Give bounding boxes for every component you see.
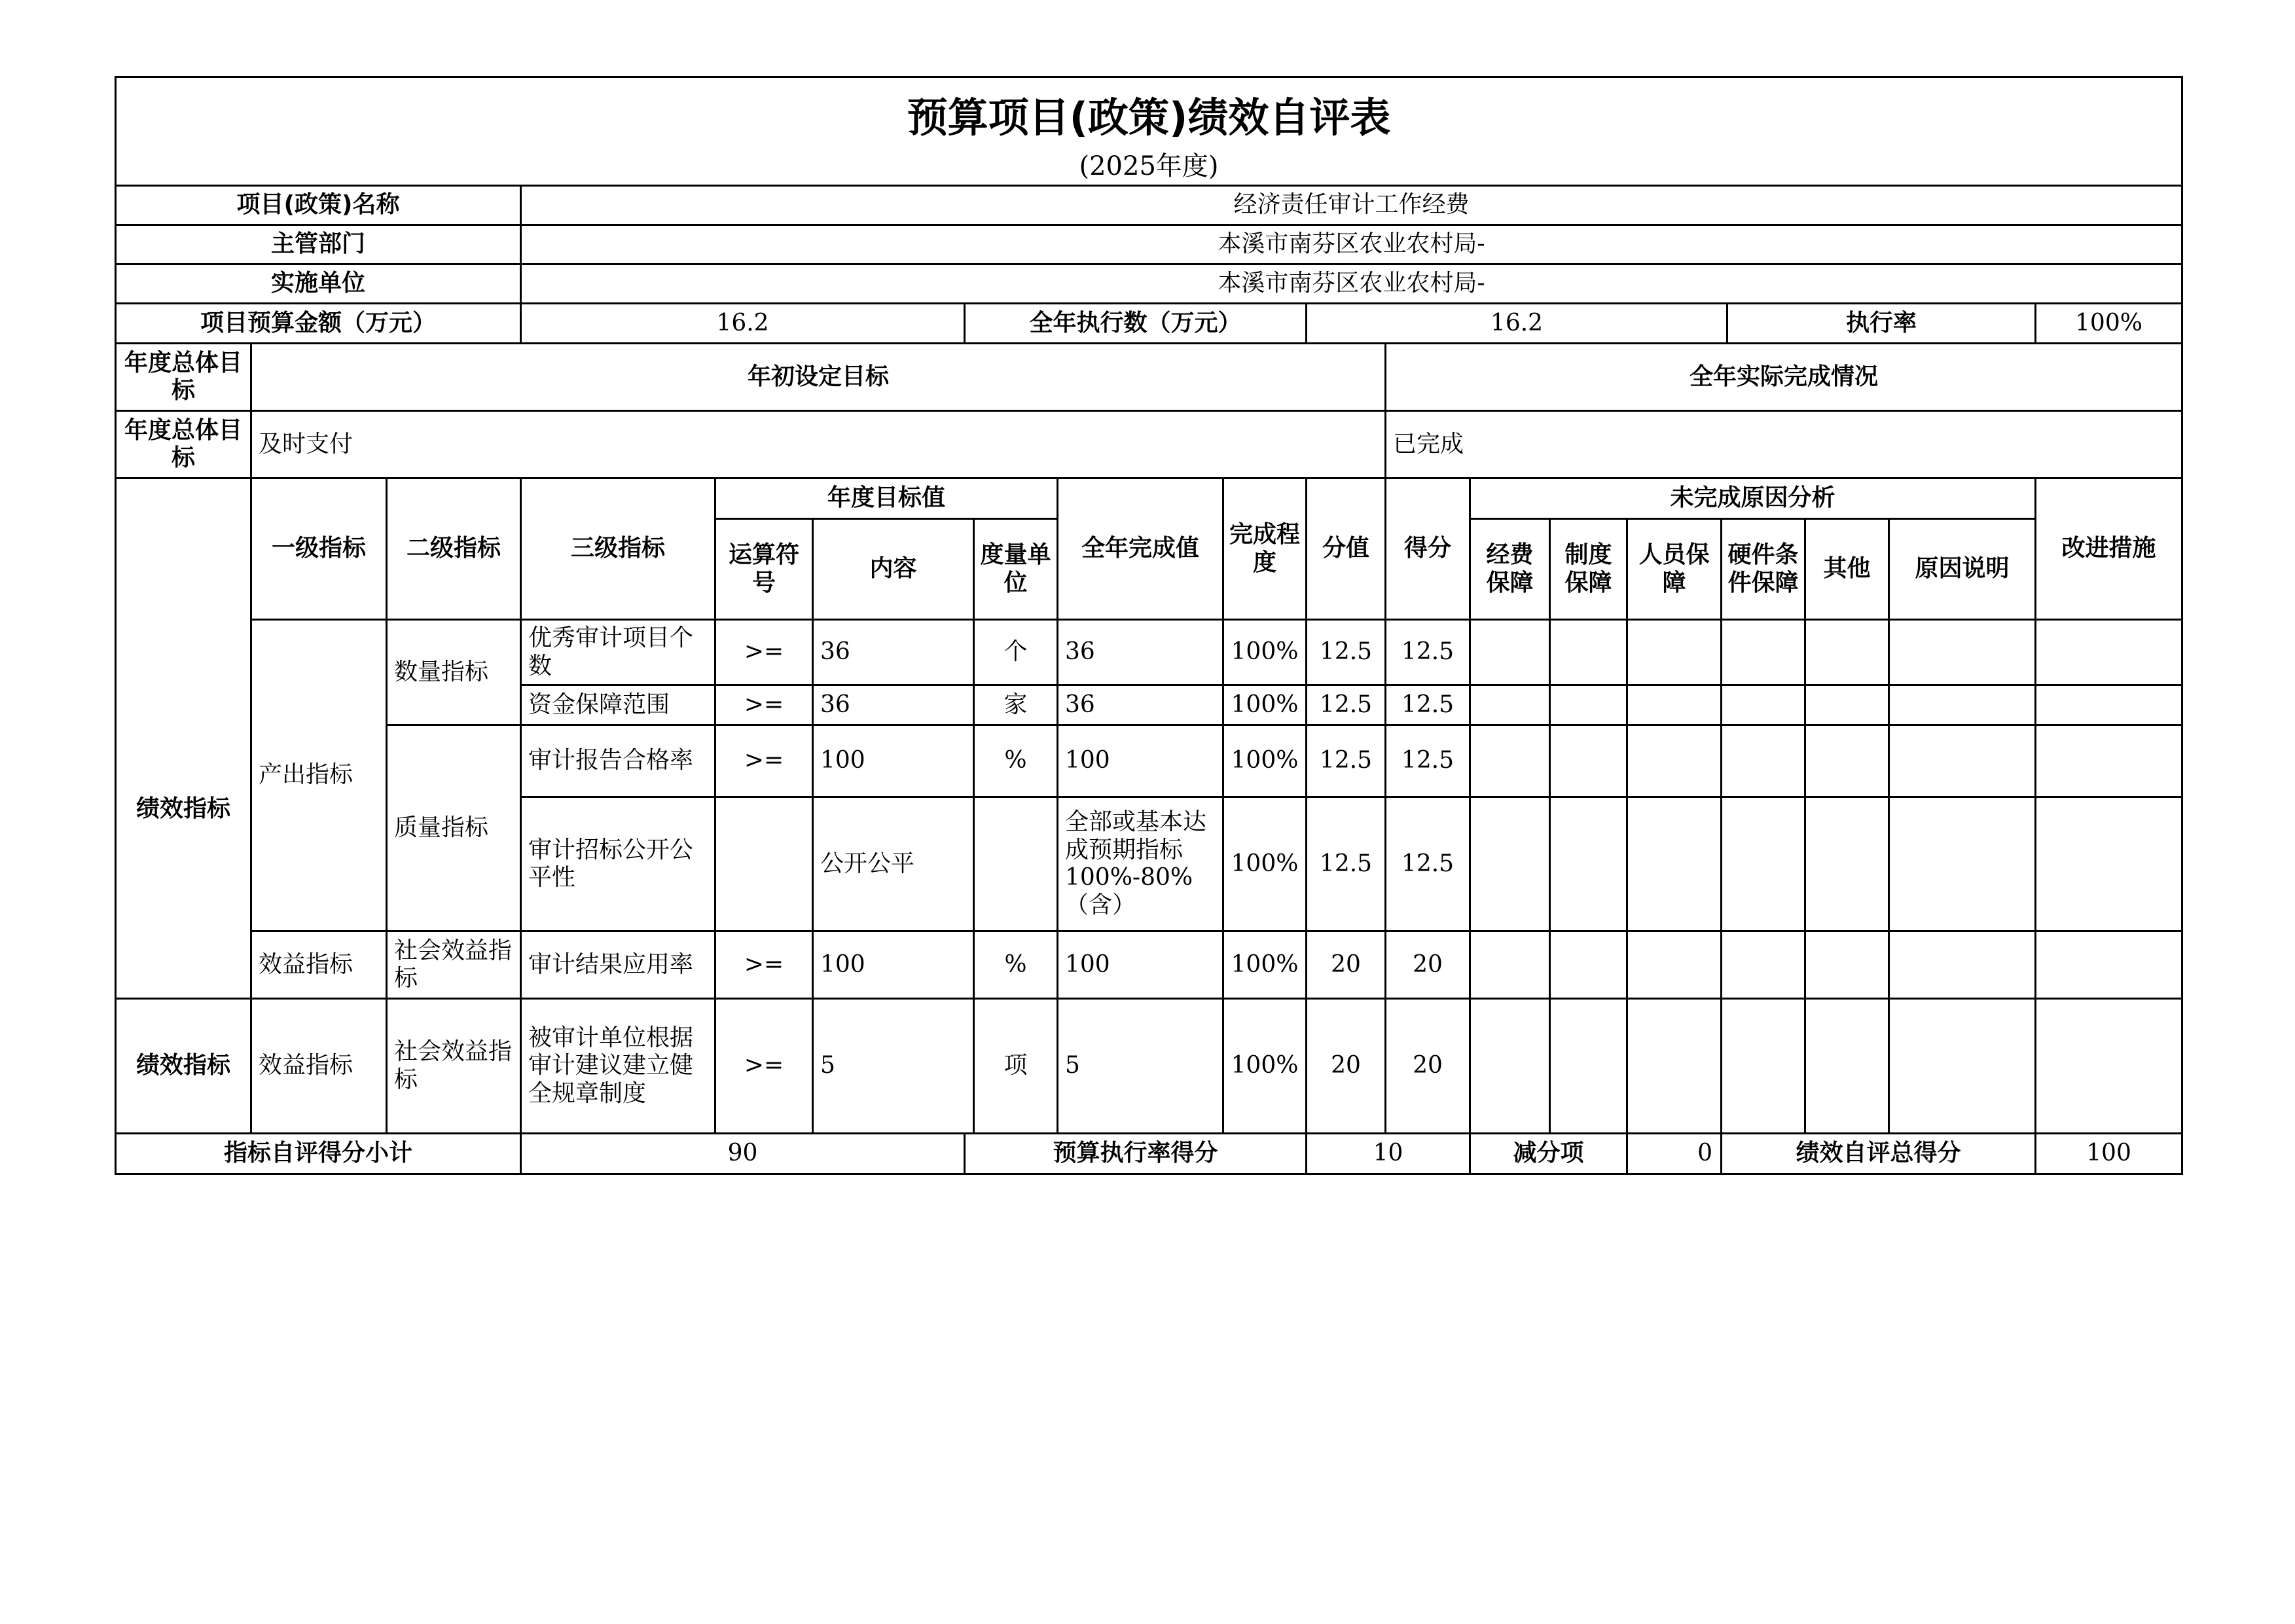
empty-cell [2036, 686, 2181, 726]
header-actual-value: 全年完成值 [1058, 479, 1224, 621]
empty-cell [2036, 932, 2181, 1000]
deduction-label: 减分项 [1471, 1134, 1628, 1173]
empty-cell [1628, 1000, 1722, 1134]
row3-level3: 审计招标公开公平性 [522, 798, 716, 932]
row2-completion: 100% [1224, 726, 1307, 798]
header-level3: 三级指标 [522, 479, 716, 621]
row5-level3: 被审计单位根据审计建议建立健全规章制度 [522, 1000, 716, 1134]
empty-cell [1471, 1000, 1551, 1134]
total-label: 绩效自评总得分 [1722, 1134, 2036, 1173]
row0-unit: 个 [975, 621, 1058, 686]
empty-cell [1628, 726, 1722, 798]
row4-level3: 审计结果应用率 [522, 932, 716, 1000]
empty-cell [1551, 686, 1628, 726]
empty-cell [1890, 932, 2036, 1000]
initial-goal-header: 年初设定目标 [252, 344, 1386, 412]
header-target-group: 年度目标值 [716, 479, 1058, 520]
empty-cell [1806, 726, 1890, 798]
row0-completion: 100% [1224, 621, 1307, 686]
level2-social-2: 社会效益指标 [388, 1000, 522, 1134]
header-personnel: 人员保障 [1628, 520, 1722, 621]
header-score-value: 分值 [1307, 479, 1386, 621]
empty-cell [2036, 1000, 2181, 1134]
header-level1: 一级指标 [252, 479, 388, 621]
header-funding: 经费保障 [1471, 520, 1551, 621]
row5-op: >= [716, 1000, 814, 1134]
empty-cell [1628, 932, 1722, 1000]
row3-unit [975, 798, 1058, 932]
row4-completion: 100% [1224, 932, 1307, 1000]
empty-cell [1722, 1000, 1806, 1134]
empty-cell [1722, 621, 1806, 686]
row0-content: 36 [814, 621, 975, 686]
empty-cell [1471, 686, 1551, 726]
executed-label: 全年执行数（万元） [966, 304, 1307, 344]
row5-unit: 项 [975, 1000, 1058, 1134]
header-system: 制度保障 [1551, 520, 1628, 621]
empty-cell [1806, 798, 1890, 932]
row2-value: 12.5 [1307, 726, 1386, 798]
project-name-value: 经济责任审计工作经费 [522, 187, 2181, 226]
unit-value: 本溪市南芬区农业农村局- [522, 265, 2181, 304]
empty-cell [1890, 621, 2036, 686]
budget-score-value: 10 [1307, 1134, 1471, 1173]
empty-cell [1806, 1000, 1890, 1134]
budget-label: 项目预算金额（万元） [117, 304, 522, 344]
row2-content: 100 [814, 726, 975, 798]
row5-value: 20 [1307, 1000, 1386, 1134]
row4-content: 100 [814, 932, 975, 1000]
row2-unit: % [975, 726, 1058, 798]
empty-cell [1471, 932, 1551, 1000]
row3-completion: 100% [1224, 798, 1307, 932]
empty-cell [1722, 726, 1806, 798]
row4-actual: 100 [1058, 932, 1224, 1000]
empty-cell [2036, 621, 2181, 686]
dept-value: 本溪市南芬区农业农村局- [522, 226, 2181, 265]
empty-cell [1551, 1000, 1628, 1134]
row1-score: 12.5 [1386, 686, 1471, 726]
row5-score: 20 [1386, 1000, 1471, 1134]
rate-value: 100% [2036, 304, 2181, 344]
row0-value: 12.5 [1307, 621, 1386, 686]
empty-cell [2036, 726, 2181, 798]
row1-completion: 100% [1224, 686, 1307, 726]
level2-quality: 质量指标 [388, 726, 522, 932]
row0-level3: 优秀审计项目个数 [522, 621, 716, 686]
row0-score: 12.5 [1386, 621, 1471, 686]
empty-cell [1806, 686, 1890, 726]
row4-value: 20 [1307, 932, 1386, 1000]
budget-value: 16.2 [522, 304, 966, 344]
empty-cell [1551, 798, 1628, 932]
header-content: 内容 [814, 520, 975, 621]
empty-cell [1806, 621, 1890, 686]
page-subtitle: (2025年度) [1079, 151, 1219, 181]
empty-cell [1628, 686, 1722, 726]
level2-social: 社会效益指标 [388, 932, 522, 1000]
header-level2: 二级指标 [388, 479, 522, 621]
empty-cell [1806, 932, 1890, 1000]
empty-cell [2036, 798, 2181, 932]
subtotal-value: 90 [522, 1134, 966, 1173]
row1-op: >= [716, 686, 814, 726]
empty-cell [1890, 726, 2036, 798]
empty-cell [1471, 798, 1551, 932]
row4-op: >= [716, 932, 814, 1000]
perf-blank [117, 479, 252, 621]
row0-actual: 36 [1058, 621, 1224, 686]
header-other: 其他 [1806, 520, 1890, 621]
dept-label: 主管部门 [117, 226, 522, 265]
row3-score: 12.5 [1386, 798, 1471, 932]
perf-label: 绩效指标 [117, 621, 252, 1000]
rate-label: 执行率 [1728, 304, 2036, 344]
header-score: 得分 [1386, 479, 1471, 621]
empty-cell [1722, 932, 1806, 1000]
empty-cell [1471, 621, 1551, 686]
empty-cell [1628, 621, 1722, 686]
empty-cell [1890, 1000, 2036, 1134]
header-completion: 完成程度 [1224, 479, 1307, 621]
row1-level3: 资金保障范围 [522, 686, 716, 726]
row0-op: >= [716, 621, 814, 686]
executed-value: 16.2 [1307, 304, 1728, 344]
row3-value: 12.5 [1307, 798, 1386, 932]
unit-label: 实施单位 [117, 265, 522, 304]
empty-cell [1722, 686, 1806, 726]
empty-cell [1551, 621, 1628, 686]
header-unit: 度量单位 [975, 520, 1058, 621]
row2-actual: 100 [1058, 726, 1224, 798]
level1-benefit: 效益指标 [252, 932, 388, 1000]
budget-score-label: 预算执行率得分 [966, 1134, 1307, 1173]
empty-cell [1551, 726, 1628, 798]
empty-cell [1890, 686, 2036, 726]
row2-level3: 审计报告合格率 [522, 726, 716, 798]
subtotal-label: 指标自评得分小计 [117, 1134, 522, 1173]
row2-score: 12.5 [1386, 726, 1471, 798]
row3-actual: 全部或基本达成预期指标100%-80%（含） [1058, 798, 1224, 932]
project-name-label: 项目(政策)名称 [117, 187, 522, 226]
row1-actual: 36 [1058, 686, 1224, 726]
initial-goal-text: 及时支付 [252, 412, 1386, 479]
empty-cell [1722, 798, 1806, 932]
actual-header: 全年实际完成情况 [1386, 344, 2181, 412]
level2-quantity: 数量指标 [388, 621, 522, 726]
row4-score: 20 [1386, 932, 1471, 1000]
row4-unit: % [975, 932, 1058, 1000]
self-evaluation-table [115, 76, 2183, 1175]
empty-cell [1551, 932, 1628, 1000]
page-title: 预算项目(政策)绩效自评表 [907, 93, 1391, 141]
deduction-value: 0 [1628, 1134, 1722, 1173]
row3-content: 公开公平 [814, 798, 975, 932]
level1-output: 产出指标 [252, 621, 388, 932]
row1-content: 36 [814, 686, 975, 726]
row5-content: 5 [814, 1000, 975, 1134]
header-reason-note: 原因说明 [1890, 520, 2036, 621]
goal-label-2: 年度总体目标 [117, 412, 252, 479]
row1-unit: 家 [975, 686, 1058, 726]
row2-op: >= [716, 726, 814, 798]
header-operator: 运算符号 [716, 520, 814, 621]
row3-op [716, 798, 814, 932]
empty-cell [1471, 726, 1551, 798]
header-hardware: 硬件条件保障 [1722, 520, 1806, 621]
row1-value: 12.5 [1307, 686, 1386, 726]
total-value: 100 [2086, 1140, 2131, 1167]
header-improve: 改进措施 [2036, 479, 2181, 621]
empty-cell [1628, 798, 1722, 932]
row5-actual: 5 [1058, 1000, 1224, 1134]
empty-cell [1890, 798, 2036, 932]
row5-completion: 100% [1224, 1000, 1307, 1134]
header-reason-group: 未完成原因分析 [1471, 479, 2036, 520]
actual-text: 已完成 [1386, 412, 2181, 479]
level1-benefit-2: 效益指标 [252, 1000, 388, 1134]
perf-label-2: 绩效指标 [117, 1000, 252, 1134]
goal-label: 年度总体目标 [117, 344, 252, 412]
